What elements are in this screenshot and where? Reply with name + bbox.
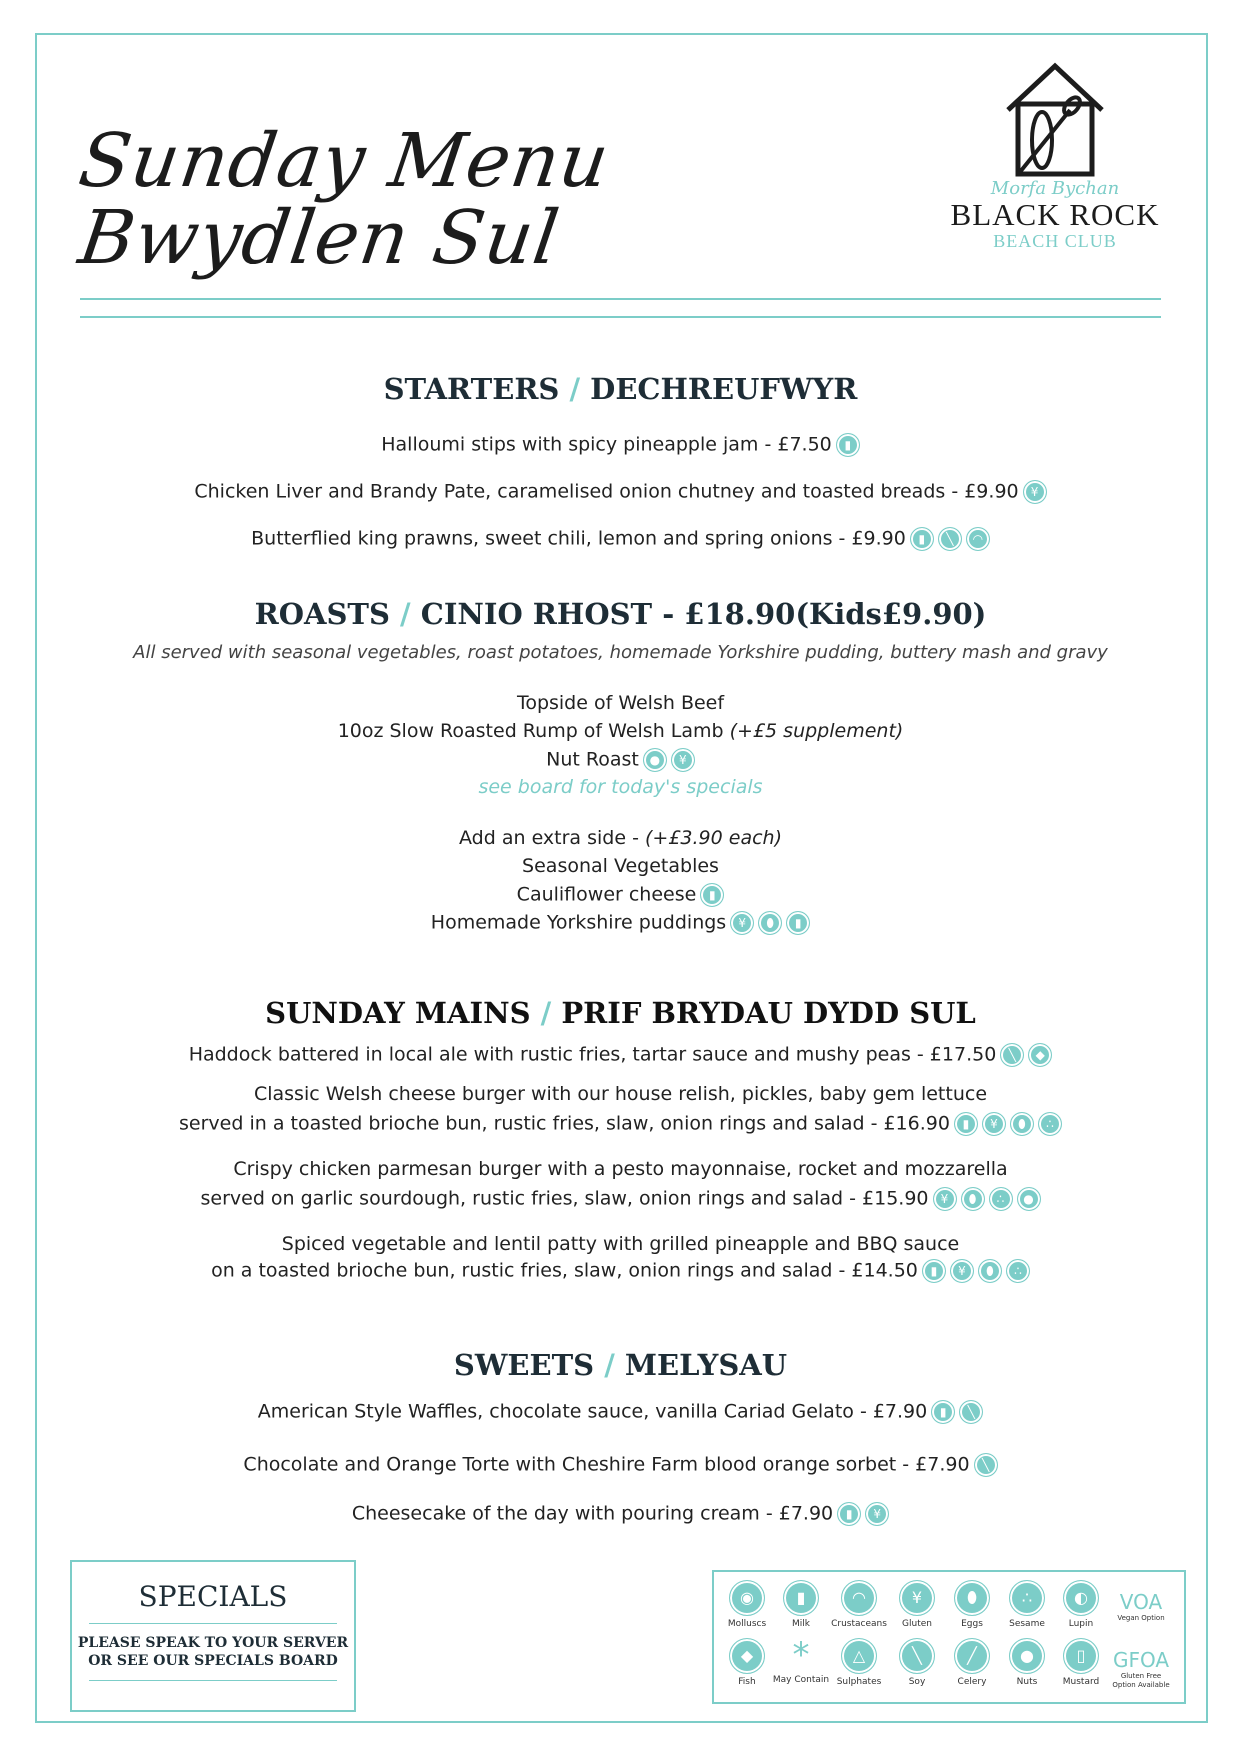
legend-label: Sulphates xyxy=(836,1677,882,1687)
gluten-icon: ¥ xyxy=(1023,480,1047,504)
side-item xyxy=(0,911,1241,935)
mustard-icon: ▯ xyxy=(1063,1638,1099,1674)
voa-code: VOA xyxy=(1119,1590,1163,1614)
specials-title: SPECIALS xyxy=(138,1580,288,1613)
heading-separator: / xyxy=(389,597,421,631)
legend-gfoa xyxy=(1106,1648,1176,1690)
gluten-icon: ¥ xyxy=(730,911,754,935)
menu-item-line2 xyxy=(0,1259,1241,1283)
specials-rule xyxy=(89,1680,337,1681)
legend-sesame xyxy=(997,1580,1057,1629)
menu-title-welsh: Bwydlen Sul xyxy=(73,195,565,281)
menu-item-line1: Classic Welsh cheese burger with our house relish, pickles, baby gem lettuce xyxy=(253,1083,988,1105)
legend-label: Milk xyxy=(792,1619,810,1629)
crustaceans-icon: ◠ xyxy=(841,1580,877,1616)
menu-item xyxy=(0,527,1241,551)
menu-item xyxy=(0,1400,1241,1424)
gluten-icon: ¥ xyxy=(899,1580,935,1616)
milk-icon: ▮ xyxy=(954,1112,978,1136)
menu-item-text: on a toasted brioche bun, rustic fries, slaw, onion rings and salad - £14.50 xyxy=(211,1259,918,1282)
gluten-icon: ¥ xyxy=(950,1259,974,1283)
menu-item xyxy=(0,1502,1241,1526)
menu-item xyxy=(0,433,1241,457)
menu-item-text: Haddock battered in local ale with rustic fries, tartar sauce and mushy peas - £17.50 xyxy=(188,1043,997,1066)
specials-line2: OR SEE OUR SPECIALS BOARD xyxy=(88,1653,338,1669)
gfoa-label: Gluten Free xyxy=(1120,1672,1162,1680)
gluten-icon: ¥ xyxy=(982,1112,1006,1136)
legend-milk xyxy=(771,1580,831,1629)
logo xyxy=(950,60,1160,252)
legend-label: Molluscs xyxy=(727,1619,767,1629)
heading-english: ROASTS xyxy=(254,597,390,631)
menu-item-line2 xyxy=(0,1187,1241,1211)
legend-eggs xyxy=(942,1580,1002,1629)
milk-icon: ▮ xyxy=(910,527,934,551)
legend-label: Sesame xyxy=(1009,1619,1045,1629)
eggs-icon: ⬮ xyxy=(978,1259,1002,1283)
crustaceans-icon: ◠ xyxy=(966,527,990,551)
menu-title-english: Sunday Menu xyxy=(73,118,615,204)
menu-item-text: Chicken Liver and Brandy Pate, caramelised onion chutney and toasted breads - £9.90 xyxy=(194,480,1019,503)
gfoa-code: GFOA xyxy=(1112,1648,1170,1672)
milk-icon: ▮ xyxy=(836,433,860,457)
gluten-icon: ¥ xyxy=(865,1502,889,1526)
nuts-icon: ● xyxy=(1009,1638,1045,1674)
menu-item-text: Chocolate and Orange Torte with Cheshire Farm blood orange sorbet - £7.90 xyxy=(243,1453,970,1476)
specials-note: see board for today's specials xyxy=(478,776,763,798)
heading-separator: / xyxy=(530,996,562,1030)
heading-english: SWEETS xyxy=(453,1348,595,1382)
menu-item xyxy=(0,1453,1241,1477)
milk-icon: ▮ xyxy=(783,1580,819,1616)
heading-separator: / xyxy=(559,372,591,406)
lupin-icon: ◐ xyxy=(1063,1580,1099,1616)
nuts-icon: ● xyxy=(643,748,667,772)
soy-icon: ╲ xyxy=(899,1638,935,1674)
legend-fish xyxy=(717,1638,777,1687)
header-rule-top xyxy=(80,298,1161,300)
milk-icon: ▮ xyxy=(931,1400,955,1424)
legend-label: Soy xyxy=(908,1677,926,1687)
logo-subname: BEACH CLUB xyxy=(993,231,1117,251)
molluscs-icon: ◉ xyxy=(729,1580,765,1616)
section-heading-roasts xyxy=(0,597,1241,631)
legend-label: May Contain xyxy=(772,1675,830,1685)
milk-icon: ▮ xyxy=(837,1502,861,1526)
legend-crustaceans xyxy=(829,1580,889,1629)
legend-label: Mustard xyxy=(1062,1677,1100,1687)
menu-item-text: served on garlic sourdough, rustic fries, slaw, onion rings and salad - £15.90 xyxy=(200,1187,929,1210)
nuts-icon: ● xyxy=(1017,1187,1041,1211)
heading-welsh: DECHREUFWYR xyxy=(590,372,858,406)
section-heading-mains xyxy=(0,996,1241,1030)
menu-item-text: 10oz Slow Roasted Rump of Welsh Lamb xyxy=(337,720,724,742)
legend-label: Nuts xyxy=(1016,1677,1038,1687)
roasts-subtitle: All served with seasonal vegetables, roast potatoes, homemade Yorkshire pudding, buttery mash and gravy xyxy=(133,642,1108,663)
legend-soy xyxy=(887,1638,947,1687)
eggs-icon: ⬮ xyxy=(1010,1112,1034,1136)
menu-item-text: American Style Waffles, chocolate sauce, vanilla Cariad Gelato - £7.90 xyxy=(257,1400,928,1423)
legend-may-contain xyxy=(771,1635,831,1685)
sesame-icon: ∴ xyxy=(989,1187,1013,1211)
legend-sulphates xyxy=(829,1638,889,1687)
menu-item-text: Cauliflower cheese xyxy=(516,883,697,906)
heading-english: STARTERS xyxy=(383,372,560,406)
specials-rule xyxy=(89,1623,337,1624)
allergen-legend xyxy=(712,1570,1186,1704)
heading-welsh: MELYSAU xyxy=(624,1348,788,1382)
beach-hut-logo-icon xyxy=(1000,60,1110,180)
roast-item-beef: Topside of Welsh Beef xyxy=(516,692,725,714)
legend-label: Lupin xyxy=(1068,1619,1094,1629)
fish-icon: ◆ xyxy=(729,1638,765,1674)
side-item: Seasonal Vegetables xyxy=(522,855,719,877)
legend-voa xyxy=(1106,1590,1176,1623)
soy-icon: ╲ xyxy=(959,1400,983,1424)
sesame-icon: ∴ xyxy=(1006,1259,1030,1283)
celery-icon: ╱ xyxy=(954,1638,990,1674)
legend-nuts xyxy=(997,1638,1057,1687)
menu-item-line1: Spiced vegetable and lentil patty with grilled pineapple and BBQ sauce xyxy=(281,1233,960,1255)
menu-item-text: served in a toasted brioche bun, rustic fries, slaw, onion rings and salad - £16.90 xyxy=(179,1112,950,1135)
milk-icon: ▮ xyxy=(786,911,810,935)
specials-line1: PLEASE SPEAK TO YOUR SERVER xyxy=(77,1635,349,1651)
header-rule-bottom xyxy=(80,316,1161,318)
legend-gluten xyxy=(887,1580,947,1629)
asterisk-icon: * xyxy=(792,1635,810,1675)
logo-tagline: Morfa Bychan xyxy=(990,178,1120,199)
soy-icon: ╲ xyxy=(938,527,962,551)
legend-label: Fish xyxy=(738,1677,756,1687)
roast-item-nut xyxy=(0,748,1241,772)
sulphates-icon: △ xyxy=(841,1638,877,1674)
milk-icon: ▮ xyxy=(700,883,724,907)
menu-item xyxy=(0,1043,1241,1067)
menu-item xyxy=(0,480,1241,504)
menu-item-text: Nut Roast xyxy=(546,748,639,771)
legend-celery xyxy=(942,1638,1002,1687)
extra-side-label xyxy=(0,827,1241,849)
menu-item-line2 xyxy=(0,1112,1241,1136)
legend-label: Gluten xyxy=(902,1619,932,1629)
heading-separator: / xyxy=(594,1348,625,1382)
legend-label: Crustaceans xyxy=(831,1619,887,1629)
voa-label: Vegan Option xyxy=(1117,1614,1165,1622)
legend-mustard xyxy=(1051,1638,1111,1687)
section-heading-starters xyxy=(0,372,1241,406)
menu-item-text: Butterflied king prawns, sweet chili, lemon and spring onions - £9.90 xyxy=(251,527,906,550)
menu-item-text: Homemade Yorkshire puddings xyxy=(430,911,727,934)
gfoa-label: Option Available xyxy=(1112,1681,1170,1689)
sesame-icon: ∴ xyxy=(1009,1580,1045,1616)
roast-item-lamb xyxy=(0,720,1241,742)
heading-welsh: CINIO RHOST - £18.90(Kids£9.90) xyxy=(420,597,987,631)
eggs-icon: ⬮ xyxy=(961,1187,985,1211)
side-item xyxy=(0,883,1241,907)
section-heading-sweets xyxy=(0,1348,1241,1382)
supplement-note: (+£5 supplement) xyxy=(729,720,904,742)
gluten-icon: ¥ xyxy=(671,748,695,772)
eggs-icon: ⬮ xyxy=(758,911,782,935)
legend-label: Celery xyxy=(957,1677,987,1687)
fish-icon: ◆ xyxy=(1028,1043,1052,1067)
gluten-icon: ¥ xyxy=(933,1187,957,1211)
soy-icon: ╲ xyxy=(974,1453,998,1477)
side-label-text: Add an extra side - xyxy=(459,827,645,849)
specials-box xyxy=(70,1560,356,1712)
menu-item-line1: Crispy chicken parmesan burger with a pesto mayonnaise, rocket and mozzarella xyxy=(233,1158,1008,1180)
milk-icon: ▮ xyxy=(922,1259,946,1283)
sesame-icon: ∴ xyxy=(1038,1112,1062,1136)
menu-item-text: Cheesecake of the day with pouring cream - £7.90 xyxy=(351,1502,834,1525)
heading-welsh: PRIF BRYDAU DYDD SUL xyxy=(561,996,976,1030)
heading-english: SUNDAY MAINS xyxy=(265,996,531,1030)
legend-lupin xyxy=(1051,1580,1111,1629)
logo-name: BLACK ROCK xyxy=(950,197,1160,232)
legend-label: Eggs xyxy=(961,1619,983,1629)
menu-item-text: Halloumi stips with spicy pineapple jam - £7.50 xyxy=(381,433,832,456)
side-price: (+£3.90 each) xyxy=(644,827,782,849)
eggs-icon: ⬮ xyxy=(954,1580,990,1616)
soy-icon: ╲ xyxy=(1000,1043,1024,1067)
legend-molluscs xyxy=(717,1580,777,1629)
